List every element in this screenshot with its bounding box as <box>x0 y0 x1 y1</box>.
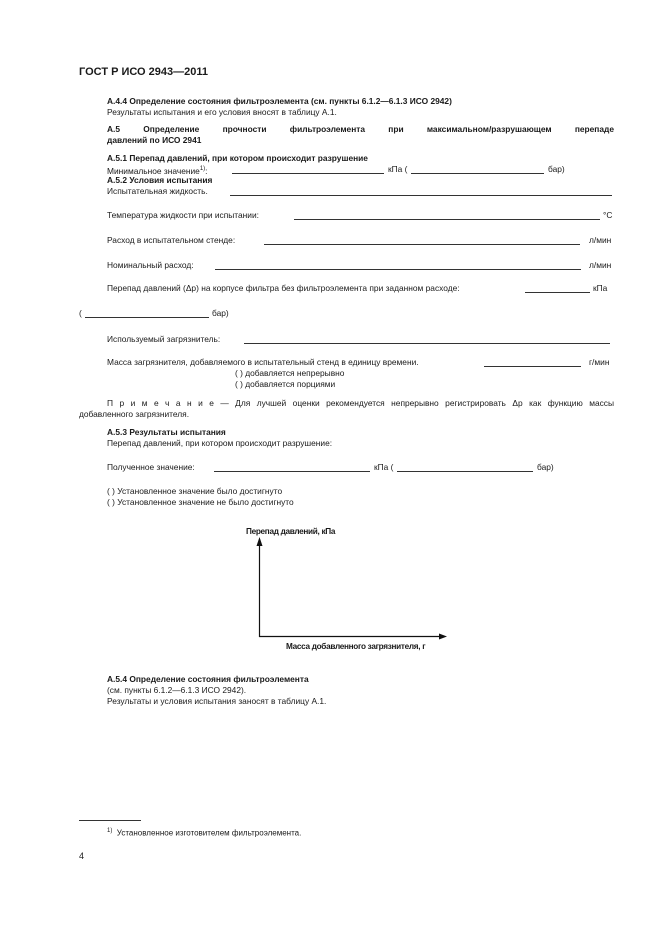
note-text-line1: Для лучшей оценки рекомендуется непрерывно регистрировать Δp как функцию массы <box>235 398 615 408</box>
fluid-temperature-unit: °С <box>603 210 613 220</box>
test-fluid-label: Испытательная жидкость. <box>107 186 208 196</box>
min-value-bar-unit: бар) <box>548 164 565 174</box>
min-value-footnote-mark: 1) <box>199 166 206 172</box>
stand-flow-label: Расход в испытательном стенде: <box>107 235 236 245</box>
footnote-mark: 1) <box>107 828 113 834</box>
option-not-reached[interactable]: ( ) Установленное значение не было достигнуто <box>107 497 294 507</box>
housing-dp-bar-unit: бар) <box>212 308 229 318</box>
contaminant-label: Используемый загрязнитель: <box>107 334 221 344</box>
page-number: 4 <box>79 851 85 861</box>
housing-dp-bar-open: ( <box>79 308 82 318</box>
housing-dp-label: Перепад давлений (Δp) на корпусе фильтра без фильтроэлемента при заданном расходе: <box>107 283 460 293</box>
min-value-kpa-unit: кПа ( <box>388 164 408 174</box>
obtained-kpa-unit: кПа ( <box>374 462 394 472</box>
graph-y-axis-label: Перепад давлений, кПа <box>246 527 336 536</box>
option-continuous[interactable]: ( ) добавляется непрерывно <box>235 368 345 378</box>
section-a54-line2: Результаты и условия испытания заносят в таблицу А.1. <box>107 696 327 706</box>
nominal-flow-unit: л/мин <box>589 260 612 270</box>
graph-x-arrow <box>439 634 447 640</box>
obtained-bar-unit: бар) <box>537 462 554 472</box>
min-value-colon: : <box>205 165 208 176</box>
stand-flow-unit: л/мин <box>589 235 612 245</box>
footnote-text: Установленное изготовителем фильтроэлемента. <box>116 828 302 838</box>
footnote-separator <box>79 820 141 821</box>
note-line2: добавленного загрязнителя. <box>79 409 190 419</box>
section-a5-heading-line2: давлений по ИСО 2941 <box>107 135 202 145</box>
section-a51-heading: А.5.1 Перепад давлений, при котором происходит разрушение <box>107 153 368 163</box>
option-reached[interactable]: ( ) Установленное значение было достигнуто <box>107 486 283 496</box>
document-header: ГОСТ Р ИСО 2943—2011 <box>79 66 209 78</box>
section-a52-heading: А.5.2 Условия испытания <box>107 175 213 185</box>
nominal-flow-label: Номинальный расход: <box>107 260 194 270</box>
graph-y-arrow <box>257 537 263 546</box>
obtained-value-label: Полученное значение: <box>107 462 195 472</box>
graph-x-axis-label: Масса добавленного загрязнителя, г <box>286 642 426 651</box>
min-value-label: Минимальное значение <box>107 165 200 176</box>
section-a54-line1: (см. пункты 6.1.2—6.1.3 ИСО 2942). <box>107 685 247 695</box>
section-a5-heading-line1: А.5 Определение прочности фильтроэлемента при максимальном/разрушающем перепаде <box>107 124 614 134</box>
section-a53-heading: А.5.3 Результаты испытания <box>107 427 226 437</box>
option-portions[interactable]: ( ) добавляется порциями <box>235 379 336 389</box>
fluid-temperature-label: Температура жидкости при испытании: <box>107 210 259 220</box>
section-a54-heading: А.5.4 Определение состояния фильтроэлемента <box>107 674 309 684</box>
housing-dp-kpa-unit: кПа <box>593 283 608 293</box>
footnote <box>107 826 301 839</box>
note-label: П р и м е ч а н и е — <box>107 398 229 408</box>
contaminant-mass-unit: г/мин <box>589 357 610 367</box>
contaminant-mass-label: Масса загрязнителя, добавляемого в испытательный стенд в единицу времени. <box>107 357 419 367</box>
section-a44-heading: А.4.4 Определение состояния фильтроэлемента (см. пункты 6.1.2—6.1.3 ИСО 2942) <box>107 96 452 106</box>
burst-dp-label: Перепад давлений, при котором происходит разрушение: <box>107 438 333 448</box>
section-a44-text: Результаты испытания и его условия вносят в таблицу А.1. <box>107 107 337 117</box>
